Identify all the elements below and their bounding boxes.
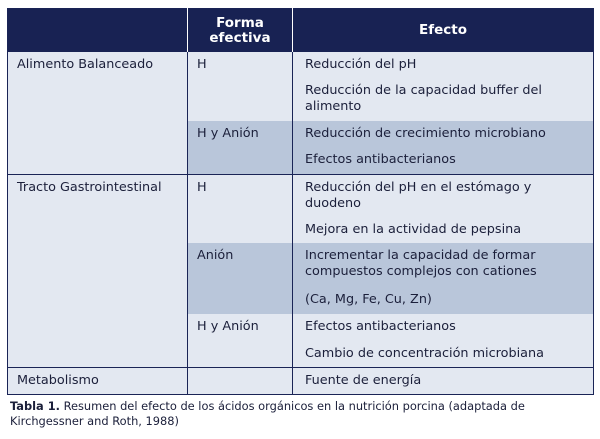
table-row bbox=[8, 52, 594, 78]
effect-cell: Mejora en la actividad de pepsina bbox=[293, 217, 594, 243]
category-tracto-gastrointestinal: Tracto Gastrointestinal bbox=[8, 175, 188, 368]
effects-table bbox=[7, 8, 594, 395]
form-cell: Anión bbox=[188, 243, 293, 314]
header-forma-efectiva: Forma efectiva bbox=[188, 9, 293, 53]
caption-label: Tabla 1. bbox=[10, 399, 60, 413]
effect-cell: Reducción de crecimiento microbiano bbox=[293, 121, 594, 147]
form-cell: H y Anión bbox=[188, 121, 293, 175]
effect-cell: Reducción de la capacidad buffer del alimento bbox=[293, 78, 594, 121]
form-cell bbox=[188, 367, 293, 394]
effect-cell: Cambio de concentración microbiana bbox=[293, 341, 594, 367]
form-cell: H bbox=[188, 52, 293, 121]
form-cell: H y Anión bbox=[188, 314, 293, 367]
form-cell: H bbox=[188, 175, 293, 244]
effect-cell: (Ca, Mg, Fe, Cu, Zn) bbox=[293, 287, 594, 314]
effect-cell: Reducción del pH en el estómago y duodeno bbox=[293, 175, 594, 218]
category-alimento-balanceado: Alimento Balanceado bbox=[8, 52, 188, 175]
header-category bbox=[8, 9, 188, 53]
effect-cell: Efectos antibacterianos bbox=[293, 147, 594, 174]
caption-text: Resumen del efecto de los ácidos orgánicos en la nutrición porcina (adaptada de Kirchgessner and Roth, 1988) bbox=[10, 399, 525, 428]
table-header-row bbox=[8, 9, 594, 53]
table-row bbox=[8, 367, 594, 394]
effect-cell: Fuente de energía bbox=[293, 367, 594, 394]
category-metabolismo: Metabolismo bbox=[8, 367, 188, 394]
header-efecto: Efecto bbox=[293, 9, 594, 53]
table-row bbox=[8, 175, 594, 218]
effect-cell: Reducción del pH bbox=[293, 52, 594, 78]
table-caption bbox=[10, 399, 594, 429]
effect-cell: Efectos antibacterianos bbox=[293, 314, 594, 340]
effect-cell: Incrementar la capacidad de formar compuestos complejos con cationes bbox=[293, 243, 594, 287]
